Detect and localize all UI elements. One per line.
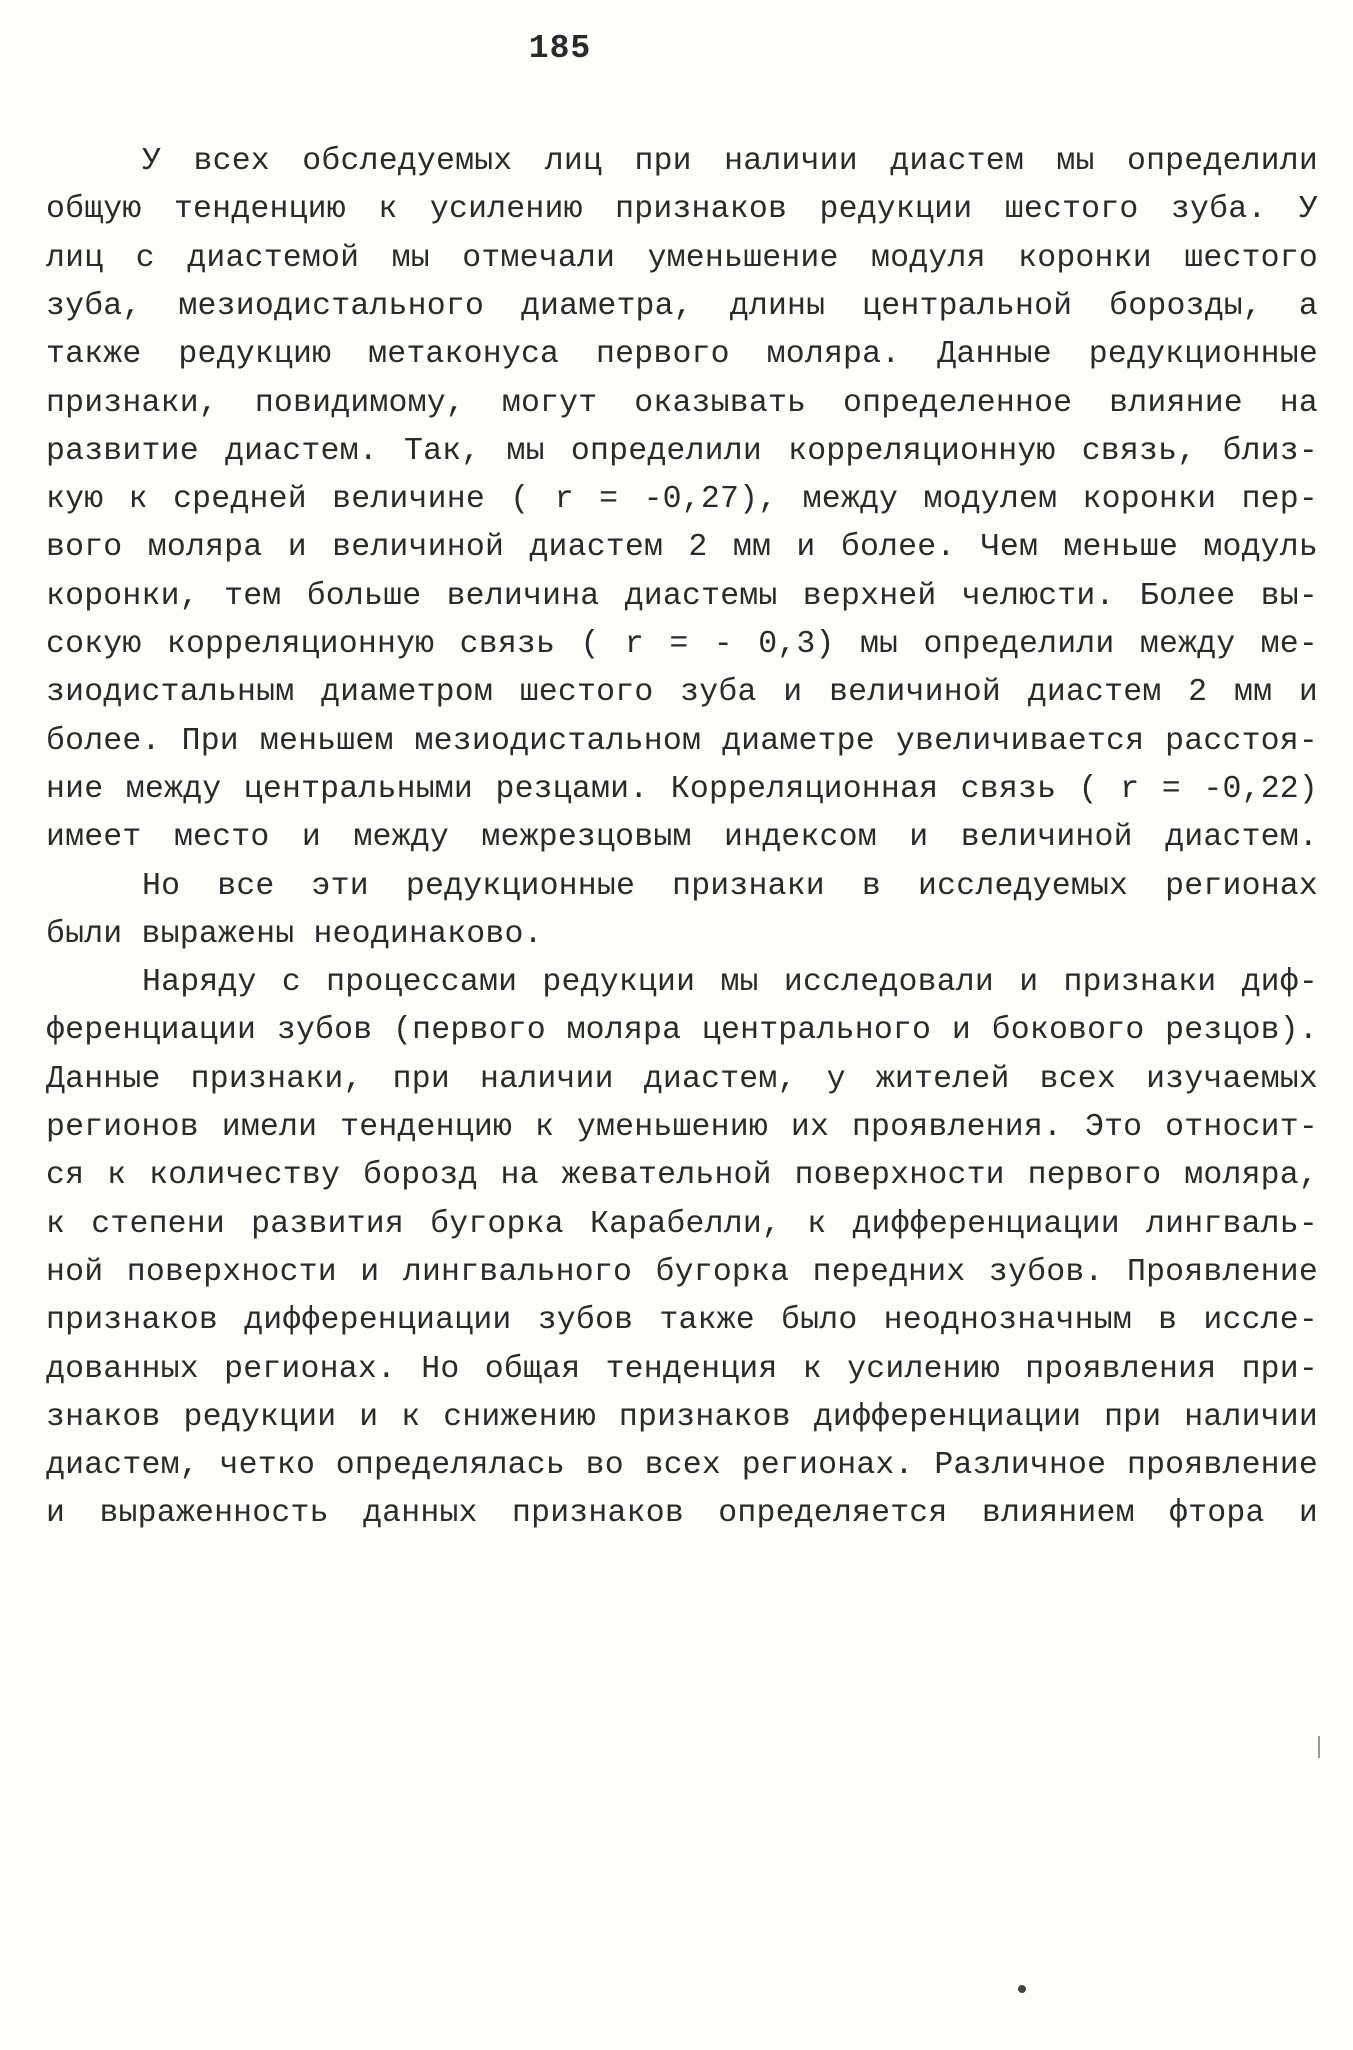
text-line: также редукцию метаконуса первого моляра. Данные редукционные [46,337,1318,373]
text-line: вого моляра и величиной диастем 2 мм и более. Чем меньше модуль [46,530,1318,566]
text-line: У всех обследуемых лиц при наличии диастем мы определили [142,144,1318,179]
text-line: были выражены неодинаково. [46,916,543,952]
text-line: ся к количеству борозд на жевательной поверхности первого моляра, [46,1158,1318,1194]
text-line: более. При меньшем мезиодистальном диаметре увеличивается расстоя- [46,723,1318,759]
text-line: общую тенденцию к усилению признаков редукции шестого зуба. У [46,192,1318,228]
text-line: кую к средней величине ( r = -0,27), между модулем коронки пер- [46,482,1318,518]
text-line: зиодистальным диаметром шестого зуба и величиной диастем 2 мм и [46,675,1318,711]
text-line: Но все эти редукционные признаки в исследуемых регионах [142,868,1318,904]
text-line: ние между центральными резцами. Корреляционная связь ( r = -0,22) [46,771,1318,807]
text-line: Наряду с процессами редукции мы исследовали и признаки диф- [142,965,1318,1001]
text-line: ной поверхности и лингвального бугорка передних зубов. Проявление [46,1254,1318,1290]
text-line: развитие диастем. Так, мы определили корреляционную связь, близ- [46,433,1318,469]
page-number: 185 [528,30,592,67]
text-line: регионов имели тенденцию к уменьшению их проявления. Это относит- [46,1110,1318,1145]
text-line: зуба, мезиодистального диаметра, длины центральной борозды, а [46,288,1318,324]
text-line: знаков редукции и к снижению признаков дифференциации при наличии [46,1399,1318,1435]
text-line: ференциации зубов (первого моляра центрального и бокового резцов). [46,1013,1318,1049]
text-line: Данные признаки, при наличии диастем, у жителей всех изучаемых [46,1061,1318,1097]
scan-edge-mark [1318,1736,1320,1758]
text-line: коронки, тем больше величина диастемы верхней челюсти. Более вы- [46,578,1318,614]
scan-speck [1018,1985,1026,1993]
text-line: признаков дифференциации зубов также было неоднозначным в иссле- [46,1303,1318,1339]
text-line: имеет место и между межрезцовым индексом и величиной диастем. [46,820,1318,856]
text-line: признаки, повидимому, могут оказывать определенное влияние на [46,385,1318,421]
text-line: сокую корреляционную связь ( r = - 0,3) мы определили между ме- [46,627,1318,662]
text-line: и выраженность данных признаков определяется влиянием фтора и [46,1496,1318,1532]
text-line: диастем, четко определялась во всех регионах. Различное проявление [46,1448,1318,1484]
text-line: к степени развития бугорка Карабелли, к дифференциации лингваль- [46,1206,1318,1242]
text-line: дованных регионах. Но общая тенденция к усилению проявления при- [46,1351,1318,1387]
text-line: лиц с диастемой мы отмечали уменьшение модуля коронки шестого [46,240,1318,276]
